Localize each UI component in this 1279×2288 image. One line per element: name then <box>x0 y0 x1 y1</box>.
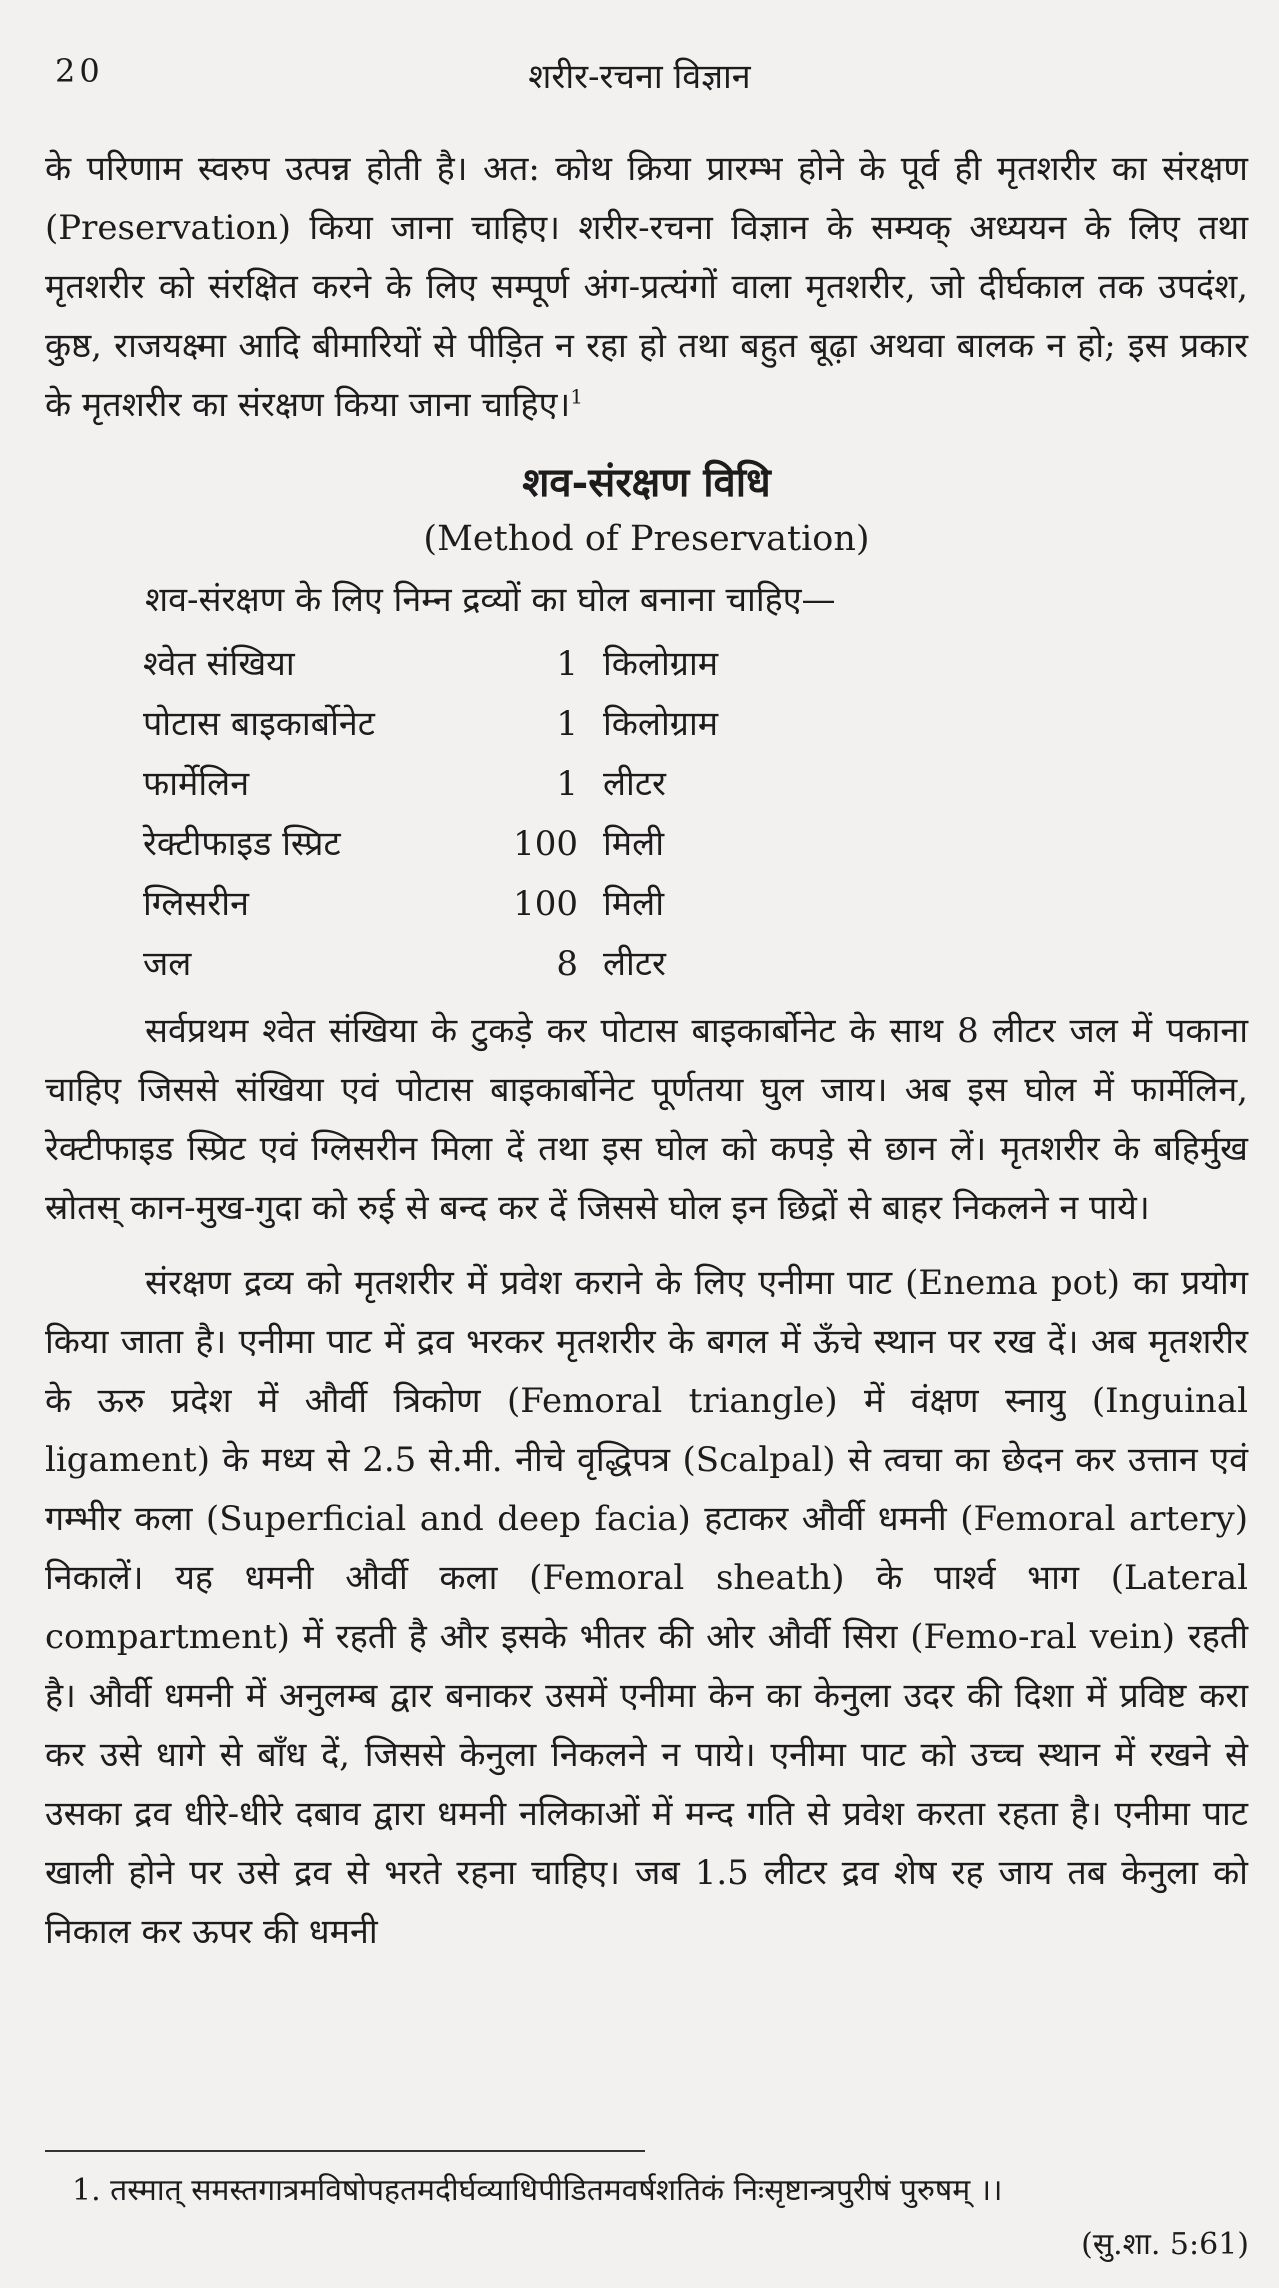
page-body <box>45 140 1248 1962</box>
ingredient-row <box>143 634 1248 694</box>
ingredient-name: रेक्टीफाइड स्प्रिट <box>143 824 341 864</box>
ingredient-unit: लीटर <box>603 764 666 804</box>
ingredient-unit: किलोग्राम <box>603 704 719 744</box>
running-title: शरीर-रचना विज्ञान <box>528 57 751 97</box>
ingredient-quantity: 100 <box>513 884 578 924</box>
section-title-english: (Method of Preservation) <box>423 519 870 559</box>
footnote-citation: (सु.शा. 5:61) <box>1081 2227 1249 2262</box>
ingredient-quantity: 1 <box>556 704 578 744</box>
ingredient-quantity: 100 <box>513 824 578 864</box>
intro-paragraph-text: के परिणाम स्वरुप उत्पन्न होती है। अत: कोथ क्रिया प्रारम्भ होने के पूर्व ही मृतशरीर का संरक्षण (Preservation) किया जाना चाहिए। शरीर-रचना विज्ञान के सम्यक् अध्ययन के लिए तथा मृतशरीर को संरक्षित करने के लिए सम्पूर्ण अंग-प्रत्यंगों वाला मृतशरीर, जो दीर्घकाल तक उपदंश, कुष्ठ, राजयक्ष्मा आदि बीमारियों से पीड़ित न रहा हो तथा बहुत बूढ़ा अथवा बालक न हो; इस प्रकार के मृतशरीर का संरक्षण किया जाना चाहिए। <box>45 149 1248 425</box>
ingredient-name: फार्मेलिन <box>143 764 250 804</box>
ingredient-name: जल <box>143 944 192 984</box>
ingredient-name: ग्लिसरीन <box>143 884 249 924</box>
page-header <box>55 52 1224 102</box>
footnote-text: 1. तस्मात् समस्तगात्रमविषोपहतमदीर्घव्याधिपीडितमवर्षशतिकं निःसृष्टान्त्रपुरीषं पुरुषम् ।। <box>72 2173 1003 2208</box>
intro-paragraph <box>45 140 1248 435</box>
ingredient-unit: लीटर <box>603 944 666 984</box>
footnote-marker: 1 <box>570 384 584 409</box>
ingredient-row <box>143 814 1248 874</box>
ingredient-row <box>143 874 1248 934</box>
ingredients-intro: शव-संरक्षण के लिए निम्न द्रव्यों का घोल बनाना चाहिए— <box>145 580 836 620</box>
ingredient-name: श्वेत संखिया <box>143 644 295 684</box>
ingredient-unit: किलोग्राम <box>603 644 719 684</box>
ingredient-row <box>143 694 1248 754</box>
footnote-divider <box>45 2150 645 2152</box>
ingredient-row <box>143 934 1248 994</box>
ingredient-row <box>143 754 1248 814</box>
page-number: 20 <box>55 52 104 90</box>
ingredient-name: पोटास बाइकार्बोनेट <box>143 704 375 744</box>
ingredient-quantity: 1 <box>556 644 578 684</box>
procedure-paragraph: संरक्षण द्रव्य को मृतशरीर में प्रवेश कराने के लिए एनीमा पाट (Enema pot) का प्रयोग किया जाता है। एनीमा पाट में द्रव भरकर मृतशरीर के बगल में ऊँचे स्थान पर रख दें। अब मृतशरीर के ऊरु प्रदेश में और्वी त्रिकोण (Femoral triangle) में वंक्षण स्नायु (Inguinal ligament) के मध्य से 2.5 से.मी. नीचे वृद्धिपत्र (Scalpal) से त्वचा का छेदन कर उत्तान एवं गम्भीर कला (Superficial and deep facia) हटाकर और्वी धमनी (Femoral artery) निकालें। यह धमनी और्वी कला (Femoral sheath) के पार्श्व भाग (Lateral compartment) में रहती है और इसके भीतर की ओर और्वी सिरा (Femo-ral vein) रहती है। और्वी धमनी में अनुलम्ब द्वार बनाकर उसमें एनीमा केन का केनुला उदर की दिशा में प्रविष्ट करा कर उसे धागे से बाँध दें, जिससे केनुला निकलने न पाये। एनीमा पाट को उच्च स्थान में रखने से उसका द्रव धीरे-धीरे दबाव द्वारा धमनी नलिकाओं में मन्द गति से प्रवेश करता रहता है। एनीमा पाट खाली होने पर उसे द्रव से भरते रहना चाहिए। जब 1.5 लीटर द्रव शेष रह जाय तब केनुला को निकाल कर ऊपर की धमनी <box>45 1263 1248 1952</box>
ingredient-quantity: 8 <box>556 944 578 984</box>
ingredient-quantity: 1 <box>556 764 578 804</box>
ingredient-unit: मिली <box>603 824 664 864</box>
ingredient-unit: मिली <box>603 884 664 924</box>
section-title-hindi: शव-संरक्षण विधि <box>522 459 771 506</box>
preparation-paragraph: सर्वप्रथम श्वेत संखिया के टुकड़े कर पोटास बाइकार्बोनेट के साथ 8 लीटर जल में पकाना चाहिए जिससे संखिया एवं पोटास बाइकार्बोनेट पूर्णतया घुल जाय। अब इस घोल में फार्मेलिन, रेक्टीफाइड स्प्रिट एवं ग्लिसरीन मिला दें तथा इस घोल को कपड़े से छान लें। मृतशरीर के बहिर्मुख स्रोतस् कान-मुख-गुदा को रुई से बन्द कर दें जिससे घोल इन छिद्रों से बाहर निकलने न पाये। <box>45 1011 1248 1228</box>
ingredients-list <box>143 634 1248 994</box>
